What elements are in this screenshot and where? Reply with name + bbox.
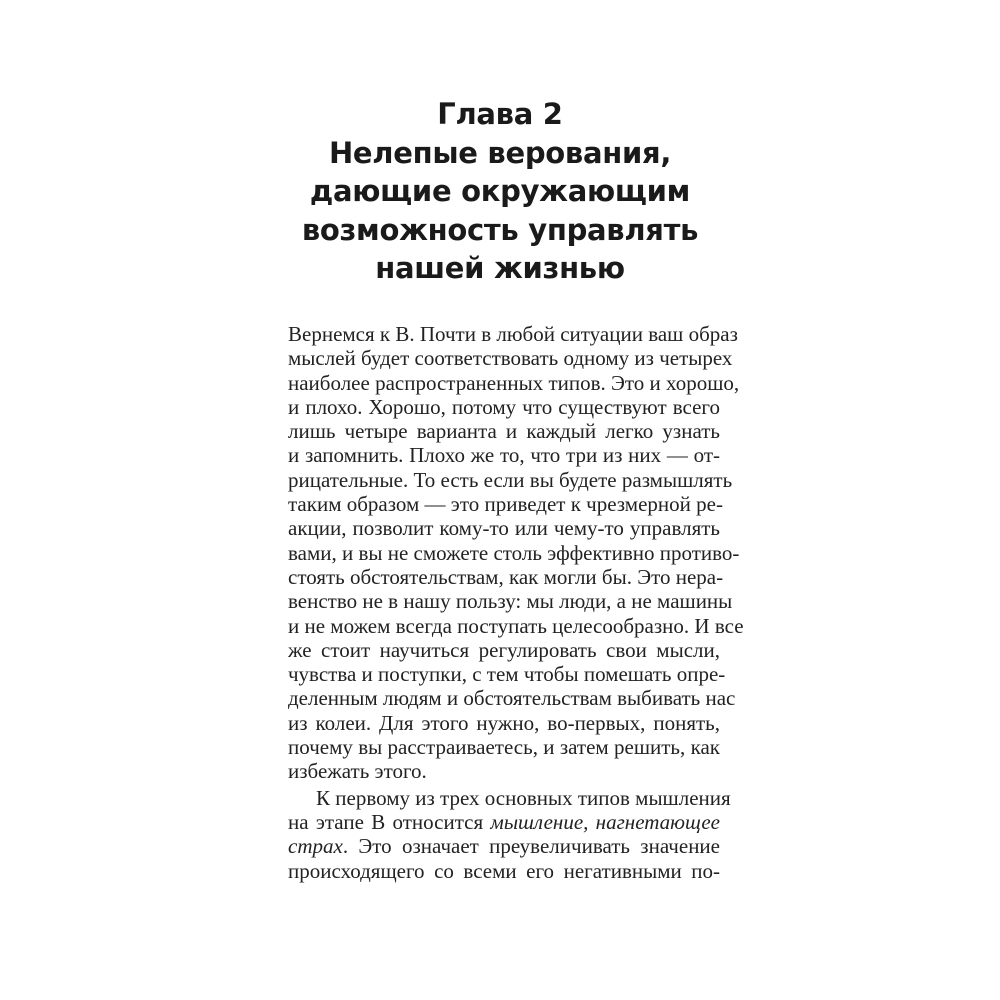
text-line: и запомнить. Плохо же то, что три из них — от- bbox=[288, 443, 720, 468]
italic-term: страх bbox=[288, 834, 343, 859]
text-line: К первому из трех основных типов мышления bbox=[316, 785, 731, 810]
chapter-title-line: Нелепые верования, bbox=[328, 135, 672, 170]
text-line: чувства и поступки, с тем чтобы помешать опре- bbox=[288, 662, 726, 687]
text-line: акции, позволит кому-то или чему-то управлять bbox=[288, 516, 720, 541]
text-line: Вернемся к В. Почти в любой ситуации ваш образ bbox=[288, 322, 738, 346]
paragraph-1 bbox=[288, 322, 744, 784]
text-line: деленным людям и обстоятельствам выбивать нас bbox=[288, 686, 736, 711]
text-line: мыслей будет соответствовать одному из четырех bbox=[288, 346, 733, 371]
text-line: рицательные. То есть если вы будете размышлять bbox=[288, 467, 733, 492]
text-run: на этапе В относится bbox=[288, 809, 491, 834]
text-line: наиболее распространенных типов. Это и хорошо, bbox=[288, 370, 740, 395]
text-line: лишь четыре варианта и каждый легко узнать bbox=[288, 419, 720, 444]
text-line bbox=[288, 834, 720, 858]
text-line: избежать этого. bbox=[288, 759, 427, 784]
chapter-title-line: дающие окружающим bbox=[309, 174, 691, 208]
text-line: из колеи. Для этого нужно, во-первых, понять, bbox=[288, 710, 720, 735]
text-line: вами, и вы не сможете столь эффективно противо- bbox=[288, 540, 740, 565]
text-line: же стоит научиться регулировать свои мысли, bbox=[288, 637, 720, 662]
chapter-heading bbox=[250, 95, 750, 288]
italic-term: мышление, нагнетающее bbox=[490, 809, 720, 834]
text-line: стоять обстоятельствам, как могли бы. Это нера- bbox=[288, 564, 724, 589]
body-text bbox=[288, 322, 744, 883]
paragraph-2 bbox=[288, 785, 731, 883]
text-run: . Это означает преувеличивать значение bbox=[342, 834, 720, 859]
text-line: и не можем всегда поступать целесообразно. И все bbox=[288, 613, 744, 638]
text-line bbox=[288, 810, 720, 834]
text-line: таким образом — это приведет к чрезмерной ре- bbox=[288, 492, 723, 517]
text-line: происходящего со всеми его негативными по- bbox=[288, 858, 720, 883]
chapter-title-line: нашей жизнью bbox=[375, 251, 625, 285]
text-line: и плохо. Хорошо, потому что существуют всего bbox=[288, 394, 720, 419]
text-line: почему вы расстраиваетесь, и затем решить, как bbox=[288, 735, 720, 760]
text-line: венство не в нашу пользу: мы люди, а не машины bbox=[288, 589, 733, 614]
chapter-title-line: возможность управлять bbox=[301, 212, 699, 247]
chapter-number: Глава 2 bbox=[437, 97, 563, 131]
